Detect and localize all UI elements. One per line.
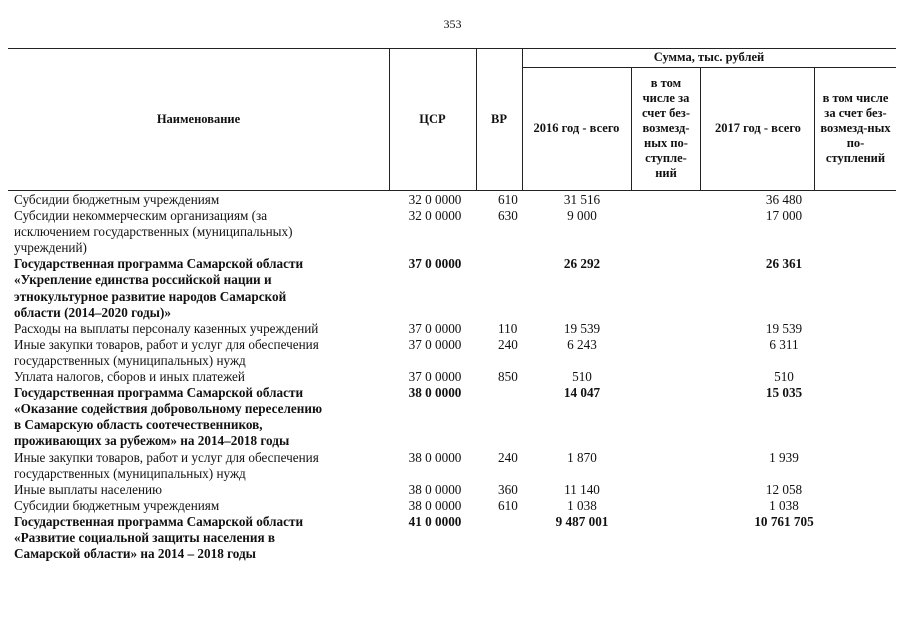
- row-sum-2017: 510: [774, 369, 794, 385]
- row-name-line: Государственная программа Самарской области: [14, 256, 304, 272]
- table-row: [8, 256, 896, 320]
- header-sum-group: Сумма, тыс. рублей: [653, 50, 765, 64]
- row-sum-2016: 19 539: [563, 320, 601, 336]
- row-name-line: государственных (муниципальных) нужд: [14, 465, 246, 481]
- header-csr: ЦСР: [419, 111, 446, 126]
- row-sum-2016: 31 516: [563, 192, 601, 207]
- header-2017-total: 2017 год - всего: [715, 121, 801, 135]
- row-name: [8, 450, 376, 482]
- row-csr: 37 0 0000: [408, 320, 462, 336]
- table-row: [8, 321, 896, 337]
- row-sum-2017: 19 539: [765, 320, 803, 336]
- row-csr: 41 0 0000: [408, 513, 462, 529]
- row-name: [8, 321, 376, 337]
- row-vr: 850: [498, 369, 518, 385]
- row-name-line: Государственная программа Самарской области: [14, 513, 304, 529]
- row-sum-2017: 1 939: [769, 449, 799, 465]
- table-row: [8, 192, 896, 208]
- table-row: [8, 514, 896, 562]
- row-name-line: Государственная программа Самарской области: [14, 385, 304, 401]
- row-sum-2017: 17 000: [765, 208, 803, 224]
- row-name-line: в Самарскую область соотечественников,: [14, 417, 263, 433]
- row-csr: 38 0 0000: [408, 497, 462, 513]
- row-name: [8, 192, 376, 208]
- row-vr: 240: [498, 336, 518, 352]
- row-name-line: «Развитие социальной защиты населения в: [14, 529, 276, 545]
- row-sum-2017: 12 058: [765, 481, 803, 497]
- row-name-line: Иные выплаты населению: [14, 481, 162, 497]
- row-name-line: государственных (муниципальных) нужд: [14, 352, 246, 368]
- row-name-line: Субсидии бюджетным учреждениям: [14, 192, 220, 207]
- row-name-line: Иные закупки товаров, работ и услуг для обеспечения: [14, 449, 319, 465]
- table-row: [8, 385, 896, 449]
- row-name: [8, 498, 376, 514]
- row-sum-2016: 1 870: [567, 449, 597, 465]
- table-row: [8, 208, 896, 256]
- table-row: [8, 369, 896, 385]
- row-csr: 37 0 0000: [408, 256, 462, 272]
- row-name: [8, 385, 376, 449]
- row-vr: 610: [498, 192, 518, 207]
- row-vr: 630: [498, 208, 518, 224]
- row-vr: 240: [498, 449, 518, 465]
- row-vr: [494, 256, 522, 320]
- row-name-line: Расходы на выплаты персоналу казенных учреждений: [14, 320, 319, 336]
- row-name: [8, 514, 376, 562]
- header-2016-total: 2016 год - всего: [533, 121, 620, 135]
- row-name: [8, 337, 376, 369]
- row-name: [8, 208, 376, 256]
- row-name: [8, 369, 376, 385]
- row-sum-2017: 26 361: [765, 256, 803, 272]
- row-sum-2016: 1 038: [567, 497, 597, 513]
- row-vr: 110: [498, 320, 518, 336]
- row-sum-2016: 9 487 001: [555, 513, 609, 529]
- row-sum-2017: 10 761 705: [754, 513, 814, 529]
- row-name-line: этнокультурное развитие народов Самарской: [14, 288, 287, 304]
- row-vr: 610: [498, 497, 518, 513]
- row-name-line: Самарской области» на 2014 – 2018 годы: [14, 546, 256, 562]
- header-vr: ВР: [491, 111, 507, 126]
- row-name-line: области (2014–2020 годы)»: [14, 304, 171, 320]
- table-header: [8, 48, 896, 191]
- row-name-line: учреждений): [14, 240, 87, 256]
- row-name-line: исключением государственных (муниципальных): [14, 224, 293, 240]
- row-name-line: «Укрепление единства российской нации и: [14, 272, 272, 288]
- row-name-line: проживающих за рубежом» на 2014–2018 годы: [14, 433, 290, 449]
- row-name: [8, 256, 376, 320]
- table-body: [8, 192, 896, 562]
- row-sum-2017: 1 038: [769, 497, 799, 513]
- row-csr: 32 0 0000: [408, 208, 462, 224]
- header-name: Наименование: [156, 111, 241, 126]
- row-sum-2017: 6 311: [769, 336, 799, 352]
- table-row: [8, 498, 896, 514]
- table-row: [8, 482, 896, 498]
- header-2017-free: в том числе за счет без-возмезд-ных по-ступлений: [820, 91, 891, 165]
- table-row: [8, 450, 896, 482]
- row-csr: 38 0 0000: [408, 385, 462, 401]
- row-name-line: Субсидии некоммерческим организациям (за: [14, 208, 268, 224]
- table-row: [8, 337, 896, 369]
- row-csr: 32 0 0000: [408, 192, 462, 207]
- row-sum-2016: 11 140: [564, 481, 600, 497]
- row-sum-2016: 14 047: [563, 385, 601, 401]
- row-sum-2016: 9 000: [567, 208, 597, 224]
- row-name-line: Иные закупки товаров, работ и услуг для обеспечения: [14, 336, 319, 352]
- row-csr: 38 0 0000: [408, 481, 462, 497]
- row-name-line: Субсидии бюджетным учреждениям: [14, 497, 220, 513]
- row-csr: 38 0 0000: [408, 449, 462, 465]
- row-vr: [494, 385, 522, 449]
- row-sum-2017: 15 035: [765, 385, 803, 401]
- page-number: 353: [443, 17, 462, 31]
- row-csr: 37 0 0000: [408, 336, 462, 352]
- row-name-line: «Оказание содействия добровольному переселению: [14, 401, 323, 417]
- row-sum-2016: 6 243: [567, 336, 597, 352]
- row-vr: [494, 514, 522, 562]
- row-vr: 360: [498, 481, 518, 497]
- row-sum-2016: 510: [572, 369, 592, 385]
- header-2016-free: в том числе за счет без-возмезд-ных по-ступле-ний: [642, 76, 690, 180]
- row-sum-2017: 36 480: [765, 192, 803, 207]
- row-csr: 37 0 0000: [408, 369, 462, 385]
- row-sum-2016: 26 292: [563, 256, 601, 272]
- row-name: [8, 482, 376, 498]
- row-name-line: Уплата налогов, сборов и иных платежей: [14, 369, 245, 385]
